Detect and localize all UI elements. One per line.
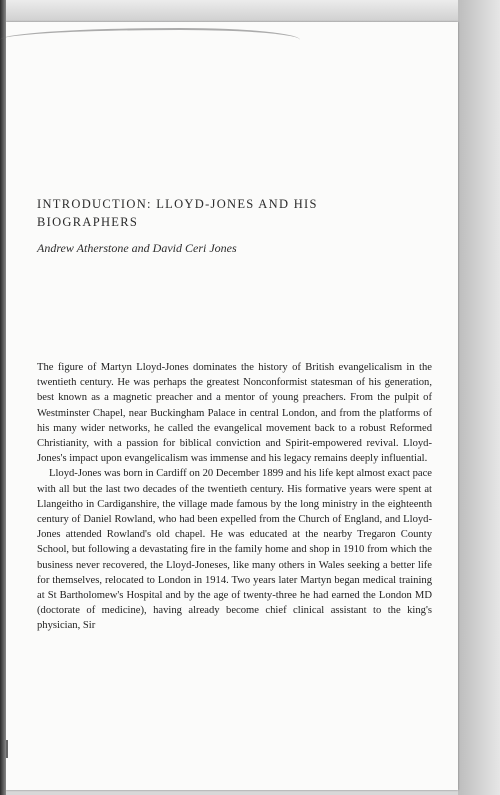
- body-text: [37, 360, 432, 634]
- chapter-title-line-1: INTRODUCTION: LLOYD-JONES AND HIS: [37, 197, 318, 211]
- scan-margin-mark: [6, 740, 8, 758]
- chapter-authors: Andrew Atherstone and David Ceri Jones: [37, 241, 237, 255]
- scan-top-edge: [0, 0, 500, 22]
- paragraph-2: Lloyd-Jones was born in Cardiff on 20 December 1899 and his life kept almost exact pace with all but the last two decades of the twentieth century. His formative years were spent at Llangeitho in Cardiganshire, the village made famous by the long ministry in the eighteenth century of Daniel Rowland, who had been expelled from the Church of England, and Lloyd-Jones attended Rowland's old chapel. He was educated at the nearby Tregaron County School, but following a devastating fire in the family home and shop in 1910 from which the business never recovered, the Lloyd-Joneses, like many others in Wales seeking a better life for themselves, relocated to London in 1914. Two years later Martyn began medical training at St Bartholomew's Hospital and by the age of twenty-three he had earned the London MD (doctorate of medicine), having already become chief clinical assistant to the king's physician, Sir: [37, 468, 432, 632]
- chapter-title-line-2: BIOGRAPHERS: [37, 215, 139, 229]
- paragraph-1: The figure of Martyn Lloyd-Jones dominates the history of British evangelicalism in the twentieth century. He was perhaps the greatest Nonconformist statesman of his generation, best known as a magnetic preacher and a mentor of young preachers. From the pulpit of Westminster Chapel, near Buckingham Palace in central London, and from the platforms of his many wider networks, he called the evangelical movement back to a robust Reformed Christianity, with a passion for biblical conviction and Spirit-empowered revival. Lloyd-Jones's impact upon evangelicalism was immense and his legacy remains deeply influential.: [37, 362, 432, 465]
- scan-left-edge: [0, 0, 6, 795]
- scan-right-edge: [458, 0, 500, 795]
- chapter-title: [37, 195, 337, 231]
